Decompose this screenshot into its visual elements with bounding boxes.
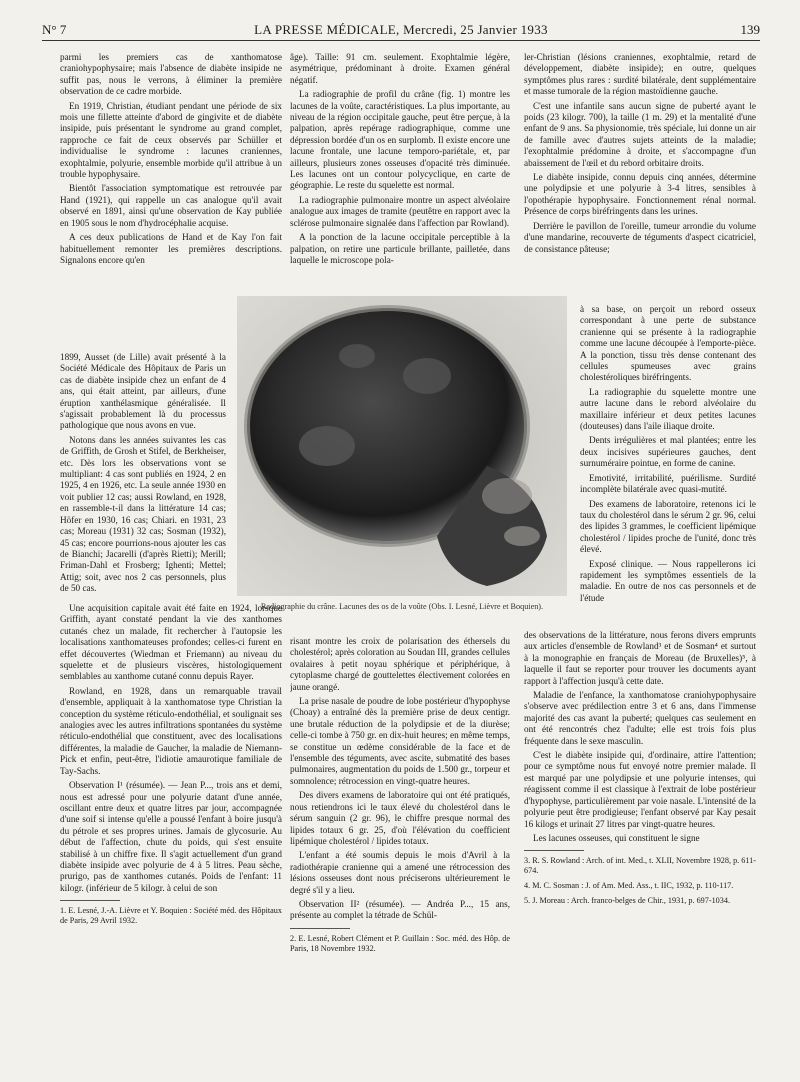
- paragraph: à sa base, on perçoit un rebord osseux correspondant à une perte de substance cranienne qui se présente à la radiographie comme une lacune découpée à l'emporte-pièce. A la ponction, tissu très dense contenant des cellules spumeuses avec grains cholestéroliques biréfringents.: [580, 304, 756, 383]
- observation-1: Observation I¹ (résumée). — Jean P..., trois ans et demi, nous est adressé pour une polyurie datant d'une année, oscillant entre deux et quatre litres par jour, accompagnée d'une soif si intense qu'elle a poussé l'enfant à boire jusqu'à du pétrole et ses propres urines. Jamais de glycosurie. Au début de l'affection, chute du poids, qui s'est ensuite stabilisé à un chiffre fixe. Il s'agit actuellement d'un grand diabète insipide avec polyurie de 4 à 5 litres. Peau sèche, prurigo, pas de xanthomes cutanés. Poids de l'enfant: 11 kilogr. (inférieur de 5 kilogr. à celui de son: [60, 780, 282, 893]
- footnote-3: 3. R. S. Rowland : Arch. of int. Med., t. XLII, Novembre 1928, p. 611-674.: [524, 856, 756, 876]
- paragraph: Dents irrégulières et mal plantées; entre les deux incisives supérieures gauches, dent surnuméraire pointue, en forme de canine.: [580, 435, 756, 469]
- paragraph: 1899, Ausset (de Lille) avait présenté à la Société Médicale des Hôpitaux de Paris un cas de diabète insipide chez un enfant de 4 ans, qui était atteint, par ailleurs, d'une éruption xanthélasmique généralisée. Il s'agissait probablement là du processus pathologique que nous avons en vue.: [60, 352, 226, 431]
- paragraph: Notons dans les années suivantes les cas de Griffith, de Grosh et Stifel, de Berkheiser, etc. Dès lors les observations vont se multipliant: 4 cas sont publiés en 1924, 2 en 1925, 4 en 1926, etc. La seule année 1930 en voit publier 12 cas; aussi Rowland, en 1928, en rassemble-t-il dans la littérature 14 cas; Höfer en 1930, 16 cas; Chiari. en 1931, 23 cas; Moreau (1931) 32 cas; Sosman (1932), 45 cas; encore pourrions-nous ajouter les cas de Bianchi; Jacarelli (d'après Rietti); Merill; Friman-Dahl et Frosberg; Ighenti; Mettel; Attig; soit, avec nos 2 cas personnels, plus de 50 cas.: [60, 434, 226, 594]
- figure-caption: Radiographie du crâne. Lacunes des os de la voûte (Obs. I. Lesné, Lièvre et Boquien).: [260, 602, 544, 611]
- column-left-bottom: [60, 603, 282, 1073]
- page-number: 139: [740, 22, 760, 37]
- paragraph: parmi les premiers cas de xanthomatose craniohypophysaire; mais l'absence de diabète insipide ne suffit pas, nous le verrons, à éliminer la première observation de ce cadre morbide.: [60, 52, 282, 97]
- footnote-4: 4. M. C. Sosman : J. of Am. Med. Ass., t. IIC, 1932, p. 110-117.: [524, 881, 734, 891]
- paragraph: Une acquisition capitale avait été faite en 1924, lorsque Griffith, ayant constaté pendant la vie des xanthomes cutanés chez un malade, fit rechercher à l'autopsie les localisations xanthomateuses profondes; celles-ci furent en effet découvertes (Wiedman et Friemann) au niveau du squelette et de plusieurs viscères, histologiquement semblables au xanthome cutané connu depuis Rayer.: [60, 603, 282, 682]
- column-left-beside-figure: [60, 352, 226, 597]
- issue-number: N° 7: [42, 22, 67, 37]
- footnote-1: 1. E. Lesné, J.-A. Lièvre et Y. Boquien : Société méd. des Hôpitaux de Paris, 29 Avril 1932.: [60, 906, 282, 926]
- paragraph: ler-Christian (lésions craniennes, exophtalmie, retard de développement, diabète insipide); en outre, quelques symptômes plus rares : surdité bilatérale, dent supplémentaire et masse tumorale de la région mastoïdienne gauche.: [524, 52, 756, 97]
- paragraph: Maladie de l'enfance, la xanthomatose craniohypophysaire s'observe avec prédilection entre 3 et 6 ans, dans l'immense majorité des cas avant la puberté; quelques cas seulement en ont été rencontrés chez l'adulte; elle est trois fois plus fréquente dans le sexe masculin.: [524, 690, 756, 746]
- footnote-divider: [60, 900, 120, 901]
- paragraph: C'est une infantile sans aucun signe de puberté ayant le poids (23 kilogr. 700), la taille (1 m. 29) et la mentalité d'une enfant de 9 ans. Sa physionomie, très spéciale, lui donne un air de famille avec d'autres sujets atteints de la maladie; l'exophtalmie prédomine à droite, et s'accompagne d'un abaissement de l'œil et du rebord orbitaire droits.: [524, 100, 756, 168]
- column-right-top: [524, 52, 756, 302]
- paragraph: La radiographie pulmonaire montre un aspect alvéolaire analogue aux images de tramite (peutêtre en rapport avec la sclérose pulmonaire signalée dans l'affection par Rowland).: [290, 194, 510, 228]
- skull-radiograph-figure: [237, 296, 567, 596]
- paragraph: âge). Taille: 91 cm. seulement. Exophtalmie légère, asymétrique, prédominant à droite. Examen général négatif.: [290, 52, 510, 85]
- paragraph: En 1919, Christian, étudiant pendant une période de six mois une fillette atteinte d'abord de gingivite et de diabète insipide, puis présentant le syndrome au grand complet, rapproche ce fait de ceux observés par Schüller et individualise le syndrome : lacunes craniennes, exophtalmie, polyurie, ensemble morbide qu'il attribue à un trouble hypophysaire.: [60, 100, 282, 180]
- column-middle-top: [290, 52, 510, 302]
- column-middle-bottom: [290, 636, 510, 1076]
- footnote-divider: [290, 928, 350, 929]
- paragraph: Le diabète insipide, connu depuis cinq années, détermine une polydipsie et une polyurie à 3-4 litres, sensibles à l'opothérapie hypophysaire. Fonctionnement rénal normal. Présence de corps biréfringents dans les urines.: [524, 172, 756, 217]
- paragraph: La prise nasale de poudre de lobe postérieur d'hypophyse (Choay) a entraîné dès la première prise de deux centigr. une brutale réduction de la polydipsie et de la diurèse; celle-ci tombe à 750 gr. en dix-huit heures; en même temps, se constitue un œdème considérable de la face et de l'ensemble des téguments, avec ascite, submatité des bases pulmonaires, augmentation du poids de 1.500 gr., torpeur et somnolence; rétrocession en vingt-quatre heures.: [290, 696, 510, 786]
- paragraph: La radiographie de profil du crâne (fig. 1) montre les lacunes de la voûte, caractéristiques. La plus importante, au niveau de la région occipitale gauche, peut être perçue, à la palpation, après repérage radiographique, comme une dépression bordée d'un os en surplomb. Il existe encore une lacune frontale, une lacune temporo-pariétale, et, par ailleurs, plusieurs zones osseuses d'opacité très diminuée. Les lacunes ont un contour polycyclique, en carte de géographie. Le reste du squelette est normal.: [290, 89, 510, 191]
- paragraph: Bientôt l'association symptomatique est retrouvée par Hand (1921), qui rappelle un cas analogue qu'il avait observé en 1891, ainsi qu'une observation de Kay publiée en 1905 sous le nom d'hydrocéphalie acquise.: [60, 183, 282, 228]
- paragraph: C'est le diabète insipide qui, d'ordinaire, attire l'attention; pour ce symptôme nous fut envoyé notre premier malade. Il est marqué par une polydipsie et une polyurie intenses, qui réagissent comme il est classique à l'extrait de lobe postérieur d'hypophyse, particulièrement par voie nasale. L'intensité de la polyurie peut être prodigieuse; l'enfant observé par Kay pesait 16 kilogs et urinait 27 litres par vingt-quatre heures.: [524, 750, 756, 829]
- paragraph: Les lacunes osseuses, qui constituent le signe: [533, 832, 700, 843]
- paragraph: des observations de la littérature, nous ferons divers emprunts aux articles d'ensemble de Rowland³ et de Sosman⁴ et surtout à la monographie en français de Moreau (de Bruxelles)⁵, à laquelle il faut se reporter pour trouver les documents ayant rapport à l'affection jusqu'à cette date.: [524, 630, 756, 686]
- journal-title: LA PRESSE MÉDICALE, Mercredi, 25 Janvier 1933: [254, 22, 548, 37]
- section-expose-clinique: Exposé clinique. — Nous rappellerons ici rapidement les symptômes essentiels de la maladie. En outre de nos cas personnels et de l'étude: [580, 558, 756, 603]
- footnote-divider: [524, 850, 584, 851]
- skull-radiograph-image: [237, 296, 567, 596]
- observation-2: Observation II² (résumée). — Andréa P..., 15 ans, présente au complet la tétrade de Schül-: [290, 898, 510, 921]
- paragraph: Des examens de laboratoire, retenons ici le taux du cholestérol dans le sérum 2 gr. 96, celui des lipides 3 grammes, le coefficient lipémique cholestérol / lipides proche de l'unité, donc très élevé.: [580, 498, 756, 555]
- paragraph: La radiographie du squelette montre une autre lacune dans le rebord alvéolaire du maxillaire inférieur et deux petites lacunes (douteuses) dans l'aile iliaque droite.: [580, 386, 756, 432]
- footnote-2: 2. E. Lesné, Robert Clément et P. Guillain : Soc. méd. des Hôp. de Paris, 18 Novembre 1932.: [290, 933, 510, 953]
- column-right-bottom: [524, 630, 756, 1075]
- paragraph: Des divers examens de laboratoire qui ont été pratiqués, nous retiendrons ici le taux élevé du cholestérol dans le sérum sanguin (2 gr. 96), le chiffre presque normal des lipides totaux 6 gr. 25, d'où l'élévation du coefficient lipémique cholestérol / lipides totaux.: [290, 790, 510, 846]
- paragraph: Rowland, en 1928, dans un remarquable travail d'ensemble, appliquait à la xanthomatose type Christian la conception du système réticulo-endothélial, et soulignait ses analogies avec les autres infiltrations spontanées du système réticulo-endothélial que constituent, avec des localisations différentes, la maladie de Gaucher, la maladie de Niemann-Pick et enfin, peut-être, l'idiotie amaurotique familiale de Tay-Sachs.: [60, 685, 282, 776]
- paragraph: Derrière le pavillon de l'oreille, tumeur arrondie du volume d'une mandarine, recouverte de téguments d'aspect cicatriciel, de consistance pâteuse;: [524, 220, 756, 254]
- footnote-5: 5. J. Moreau : Arch. franco-belges de Chir., 1931, p. 697-1034.: [524, 896, 731, 906]
- page-header: [42, 22, 760, 41]
- paragraph: A la ponction de la lacune occipitale perceptible à la palpation, on retire une particule brillante, pailletée, dans laquelle le microscope pola-: [290, 232, 510, 265]
- paragraph: L'enfant a été soumis depuis le mois d'Avril à la radiothérapie cranienne qui a amené une rétrocession des lésions osseuses dont nous préciserons ultérieurement le degré s'il y a lieu.: [290, 850, 510, 895]
- paragraph: A ces deux publications de Hand et de Kay l'on fait habituellement remonter les premières descriptions. Signalons encore qu'en: [60, 232, 282, 265]
- paragraph: Emotivité, irritabilité, puérilisme. Surdité incomplète bilatérale avec quasi-mutité.: [580, 472, 756, 495]
- paragraph: risant montre les croix de polarisation des éthersels du cholestérol; après coloration au Soudan III, grandes cellules ovalaires à petit noyau sphérique et périphérique, à cytoplasme chargé de gouttelettes électivement colorées en jaune orangé.: [290, 636, 510, 692]
- column-right-beside-figure: [580, 304, 756, 634]
